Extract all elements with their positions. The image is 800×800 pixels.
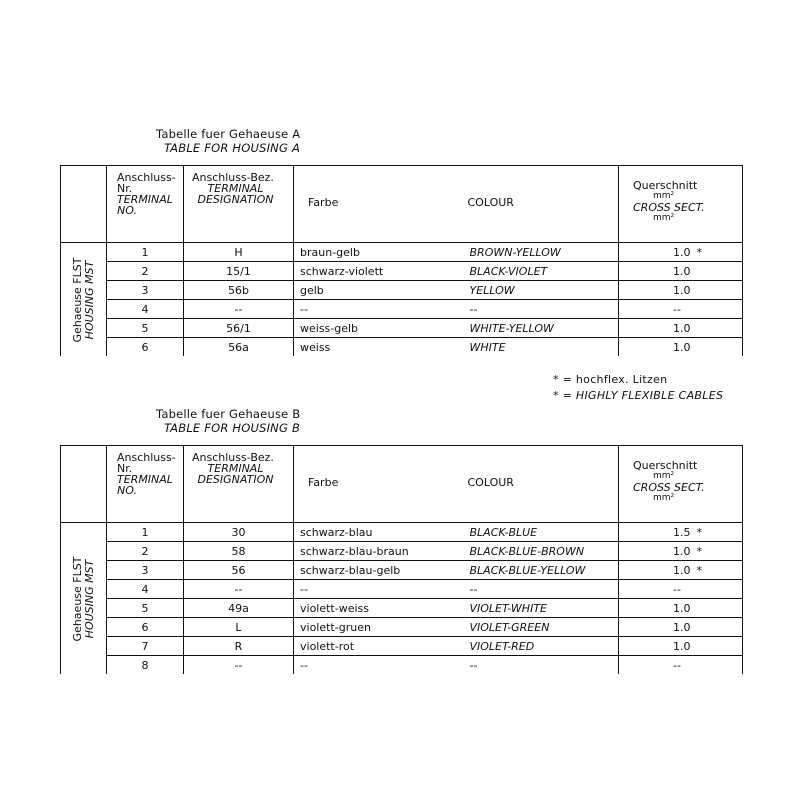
colour-de: violett-weiss bbox=[294, 599, 468, 618]
terminal-number: 1 bbox=[107, 243, 184, 262]
cross-section-cell bbox=[619, 599, 743, 618]
footnote-de: * = hochflex. Litzen bbox=[553, 373, 668, 386]
cross-section-cell bbox=[619, 618, 743, 637]
header-designation-text bbox=[184, 166, 293, 205]
header-anschluss-nr: Anschluss-Nr. bbox=[117, 451, 176, 475]
cross-section-value: 1.0 bbox=[673, 563, 691, 577]
terminal-designation: 15/1 bbox=[184, 262, 294, 281]
cross-section-value: 1.0 bbox=[673, 283, 691, 297]
colour-de: schwarz-violett bbox=[294, 262, 468, 281]
terminal-designation: -- bbox=[184, 580, 294, 599]
table-a-title-en: TABLE FOR HOUSING A bbox=[164, 141, 301, 155]
table-row bbox=[61, 656, 743, 675]
housing-label-de: Gehaeuse FLST bbox=[70, 556, 84, 641]
terminal-number: 6 bbox=[107, 618, 184, 637]
cross-section-cell bbox=[619, 561, 743, 580]
terminal-number: 4 bbox=[107, 300, 184, 319]
terminal-designation: 49a bbox=[184, 599, 294, 618]
cross-section-value: 1.0 bbox=[673, 321, 691, 335]
table-row bbox=[61, 523, 743, 542]
header-row bbox=[61, 446, 743, 523]
colour-de: violett-rot bbox=[294, 637, 468, 656]
table-b-caption bbox=[156, 407, 300, 435]
cross-section-cell bbox=[619, 319, 743, 338]
terminal-designation: H bbox=[184, 243, 294, 262]
housing-side-label bbox=[61, 523, 107, 675]
table-row bbox=[61, 599, 743, 618]
cross-section-value: -- bbox=[673, 658, 681, 672]
table-row bbox=[61, 338, 743, 357]
cross-section-cell bbox=[619, 262, 743, 281]
colour-de: violett-gruen bbox=[294, 618, 468, 637]
table-row bbox=[61, 580, 743, 599]
colour-en: BROWN-YELLOW bbox=[468, 243, 619, 262]
terminal-number: 3 bbox=[107, 281, 184, 300]
table-row bbox=[61, 300, 743, 319]
header-cross-section-text bbox=[619, 166, 742, 224]
table-b-title-de: Tabelle fuer Gehaeuse B bbox=[156, 407, 301, 421]
header-terminal-designation: TERMINAL DESIGNATION bbox=[197, 462, 274, 486]
table-a-caption bbox=[156, 127, 300, 155]
header-querschnitt: Querschnitt bbox=[633, 179, 698, 192]
header-terminal-no bbox=[107, 446, 184, 523]
header-farbe bbox=[294, 166, 468, 243]
header-cross-section bbox=[619, 446, 743, 523]
table-a-title-de: Tabelle fuer Gehaeuse A bbox=[156, 127, 301, 141]
header-anschluss-bez: Anschluss-Bez. bbox=[192, 451, 274, 464]
header-blank bbox=[61, 446, 107, 523]
header-cross-section-text bbox=[619, 446, 742, 504]
terminal-designation: 56/1 bbox=[184, 319, 294, 338]
header-farbe bbox=[294, 446, 468, 523]
cross-section-cell bbox=[619, 656, 743, 675]
header-anschluss-bez: Anschluss-Bez. bbox=[192, 171, 274, 184]
flexible-marker: * bbox=[696, 245, 702, 259]
colour-de: gelb bbox=[294, 281, 468, 300]
header-row bbox=[61, 166, 743, 243]
colour-en: BLACK-BLUE-BROWN bbox=[468, 542, 619, 561]
cross-section-cell bbox=[619, 542, 743, 561]
header-farbe-label: Farbe bbox=[308, 476, 339, 489]
header-farbe-label: Farbe bbox=[308, 196, 339, 209]
terminal-number: 5 bbox=[107, 599, 184, 618]
cross-section-value: 1.0 bbox=[673, 245, 691, 259]
header-cross-sect: CROSS SECT. bbox=[633, 201, 705, 214]
colour-de: -- bbox=[294, 656, 468, 675]
header-terminal-no-en: TERMINAL NO. bbox=[117, 193, 173, 217]
colour-de: weiss bbox=[294, 338, 468, 357]
cross-section-cell bbox=[619, 580, 743, 599]
cross-section-cell bbox=[619, 523, 743, 542]
table-row bbox=[61, 637, 743, 656]
terminal-number: 4 bbox=[107, 580, 184, 599]
header-unit-en: mm² bbox=[653, 493, 675, 503]
terminal-number: 8 bbox=[107, 656, 184, 675]
colour-de: braun-gelb bbox=[294, 243, 468, 262]
header-anschluss-nr: Anschluss-Nr. bbox=[117, 171, 176, 195]
cross-section-value: 1.0 bbox=[673, 601, 691, 615]
cross-section-cell bbox=[619, 338, 743, 357]
terminal-number: 5 bbox=[107, 319, 184, 338]
header-designation-text bbox=[184, 446, 293, 485]
terminal-number: 2 bbox=[107, 542, 184, 561]
colour-de: weiss-gelb bbox=[294, 319, 468, 338]
colour-en: WHITE bbox=[468, 338, 619, 357]
terminal-number: 1 bbox=[107, 523, 184, 542]
cross-section-value: 1.0 bbox=[673, 544, 691, 558]
header-cross-sect: CROSS SECT. bbox=[633, 481, 705, 494]
header-unit-en: mm² bbox=[653, 213, 675, 223]
housing-label-en: HOUSING MST bbox=[82, 260, 96, 339]
colour-de: schwarz-blau bbox=[294, 523, 468, 542]
header-terminal-designation: TERMINAL DESIGNATION bbox=[197, 182, 274, 206]
terminal-designation: 56a bbox=[184, 338, 294, 357]
cross-section-value: -- bbox=[673, 302, 681, 316]
colour-en: BLACK-VIOLET bbox=[468, 262, 619, 281]
colour-en: WHITE-YELLOW bbox=[468, 319, 619, 338]
header-designation bbox=[184, 166, 294, 243]
table-row bbox=[61, 542, 743, 561]
colour-en: -- bbox=[468, 656, 619, 675]
colour-en: -- bbox=[468, 580, 619, 599]
header-colour bbox=[468, 166, 619, 243]
colour-en: BLACK-BLUE bbox=[468, 523, 619, 542]
flexible-marker: * bbox=[696, 563, 702, 577]
flexible-marker: * bbox=[696, 544, 702, 558]
terminal-number: 7 bbox=[107, 637, 184, 656]
colour-de: schwarz-blau-braun bbox=[294, 542, 468, 561]
cross-section-value: 1.0 bbox=[673, 639, 691, 653]
housing-label-de: Gehaeuse FLST bbox=[70, 257, 84, 342]
terminal-designation: R bbox=[184, 637, 294, 656]
table-row bbox=[61, 618, 743, 637]
terminal-designation: -- bbox=[184, 656, 294, 675]
housing-label-en: HOUSING MST bbox=[82, 559, 96, 638]
table-row bbox=[61, 243, 743, 262]
terminal-number: 6 bbox=[107, 338, 184, 357]
terminal-designation: 58 bbox=[184, 542, 294, 561]
terminal-designation: 30 bbox=[184, 523, 294, 542]
table-row bbox=[61, 561, 743, 580]
table-housing-b bbox=[60, 445, 743, 674]
colour-de: -- bbox=[294, 580, 468, 599]
housing-side-text bbox=[72, 257, 96, 342]
table-row bbox=[61, 262, 743, 281]
table-housing-a bbox=[60, 165, 743, 356]
terminal-designation: 56b bbox=[184, 281, 294, 300]
header-colour-label: COLOUR bbox=[467, 196, 514, 209]
colour-en: VIOLET-RED bbox=[468, 637, 619, 656]
flexible-marker: * bbox=[696, 525, 702, 539]
header-terminal-no-text bbox=[107, 166, 183, 216]
header-cross-section bbox=[619, 166, 743, 243]
cross-section-value: 1.0 bbox=[673, 264, 691, 278]
cross-section-cell bbox=[619, 300, 743, 319]
colour-en: -- bbox=[468, 300, 619, 319]
cross-section-value: 1.0 bbox=[673, 340, 691, 354]
footnote-en: * = HIGHLY FLEXIBLE CABLES bbox=[553, 389, 724, 402]
terminal-designation: -- bbox=[184, 300, 294, 319]
header-terminal-no-text bbox=[107, 446, 183, 496]
cross-section-value: 1.5 bbox=[673, 525, 691, 539]
cross-section-cell bbox=[619, 243, 743, 262]
colour-en: YELLOW bbox=[468, 281, 619, 300]
colour-en: VIOLET-WHITE bbox=[468, 599, 619, 618]
cross-section-value: 1.0 bbox=[673, 620, 691, 634]
colour-de: schwarz-blau-gelb bbox=[294, 561, 468, 580]
cross-section-cell bbox=[619, 281, 743, 300]
colour-en: BLACK-BLUE-YELLOW bbox=[468, 561, 619, 580]
header-terminal-no bbox=[107, 166, 184, 243]
colour-de: -- bbox=[294, 300, 468, 319]
cross-section-value: -- bbox=[673, 582, 681, 596]
table-row bbox=[61, 281, 743, 300]
colour-en: VIOLET-GREEN bbox=[468, 618, 619, 637]
terminal-number: 2 bbox=[107, 262, 184, 281]
header-designation bbox=[184, 446, 294, 523]
terminal-number: 3 bbox=[107, 561, 184, 580]
header-querschnitt: Querschnitt bbox=[633, 459, 698, 472]
terminal-designation: L bbox=[184, 618, 294, 637]
table-b-title-en: TABLE FOR HOUSING B bbox=[164, 421, 301, 435]
footnote bbox=[553, 372, 723, 404]
housing-side-label bbox=[61, 243, 107, 357]
header-terminal-no-en: TERMINAL NO. bbox=[117, 473, 173, 497]
table-row bbox=[61, 319, 743, 338]
header-unit-de: mm² bbox=[653, 191, 675, 201]
header-colour bbox=[468, 446, 619, 523]
terminal-designation: 56 bbox=[184, 561, 294, 580]
header-colour-label: COLOUR bbox=[467, 476, 514, 489]
housing-side-text bbox=[72, 556, 96, 641]
header-blank bbox=[61, 166, 107, 243]
header-unit-de: mm² bbox=[653, 471, 675, 481]
cross-section-cell bbox=[619, 637, 743, 656]
